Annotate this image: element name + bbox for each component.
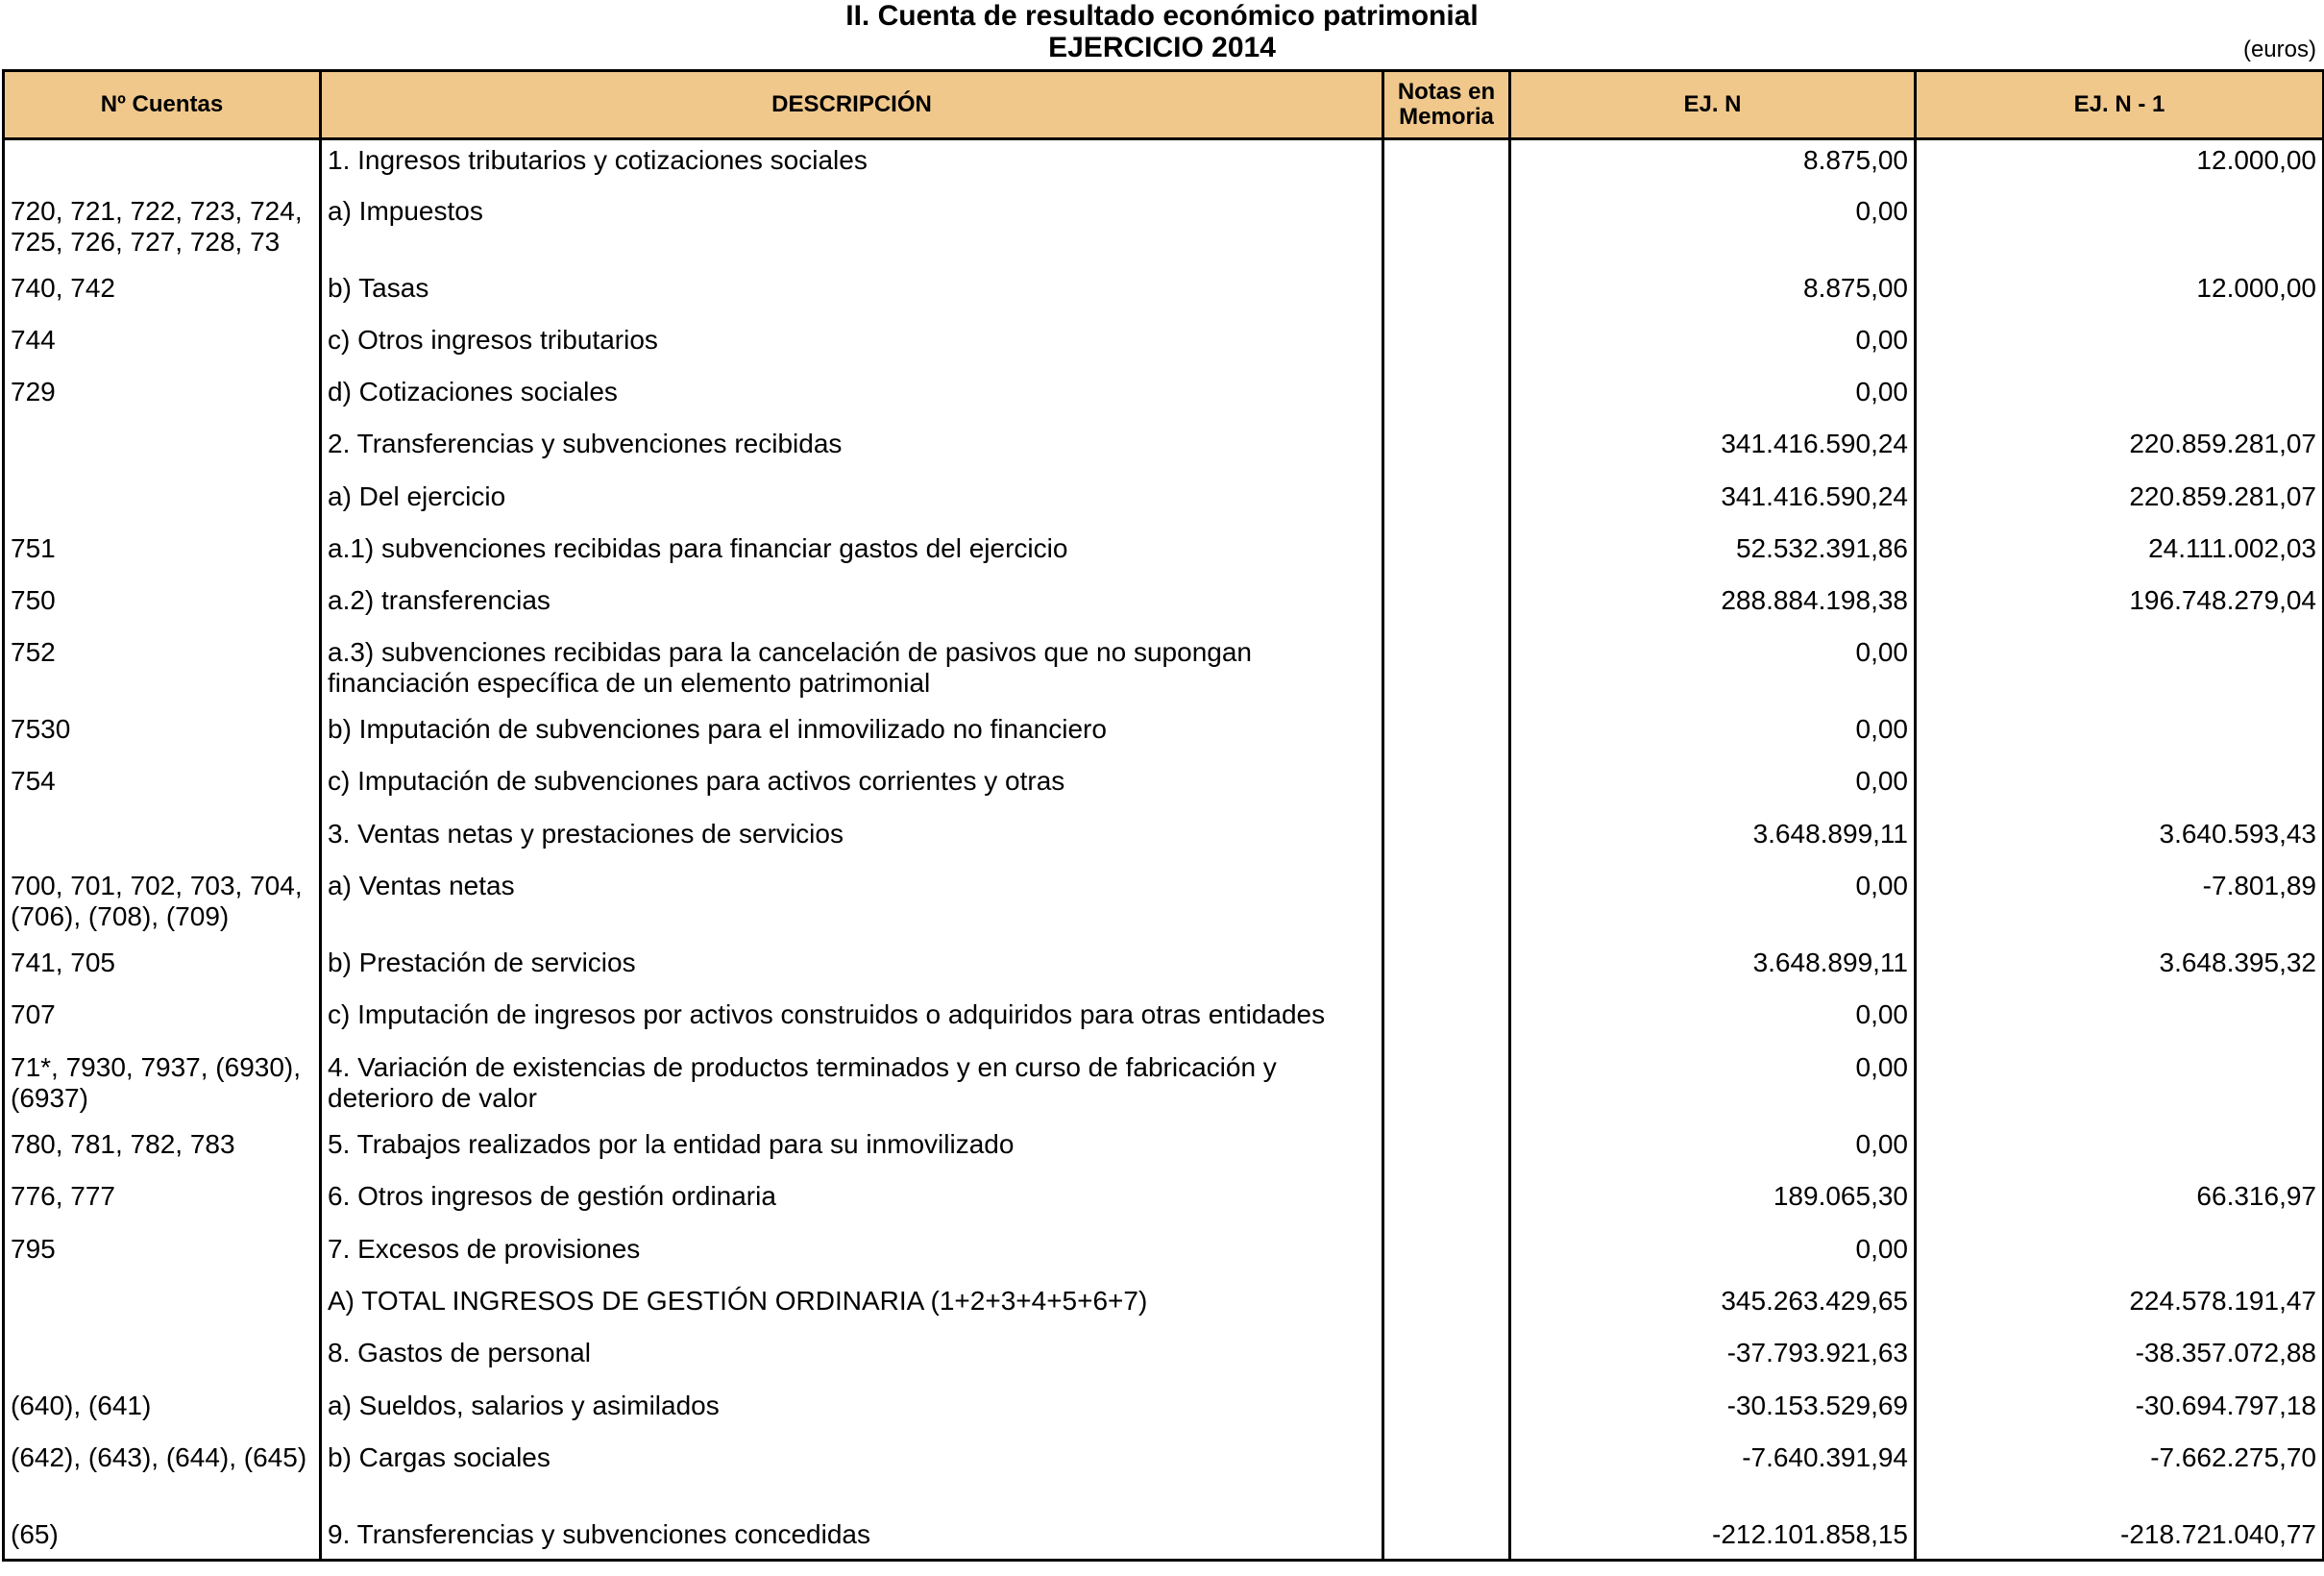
column-header-ej-n1: EJ. N - 1 [1916,71,2324,139]
cell-cuentas [4,814,321,866]
cell-cuentas: 776, 777 [4,1176,321,1229]
cell-notas [1383,1386,1510,1438]
table-row [4,709,2324,761]
report-header [0,0,2324,69]
cell-ej-n: -30.153.529,69 [1510,1386,1916,1438]
cell-descripcion: a) Sueldos, salarios y asimilados [321,1386,1383,1438]
column-header-notas: Notas en Memoria [1383,71,1510,139]
cell-ej-n: 345.263.429,65 [1510,1281,1916,1333]
cell-ej-n: 8.875,00 [1510,268,1916,320]
table-row [4,1281,2324,1333]
cell-cuentas: 71*, 7930, 7937, (6930), (6937) [4,1047,321,1124]
cell-descripcion: 4. Variación de existencias de productos terminados y en curso de fabricación y deterioro de valor [321,1047,1383,1124]
table-row [4,866,2324,943]
cell-notas [1383,814,1510,866]
cell-ej-n1: 220.859.281,07 [1916,477,2324,529]
cell-cuentas: 780, 781, 782, 783 [4,1124,321,1176]
cell-descripcion: 2. Transferencias y subvenciones recibidas [321,424,1383,477]
cell-ej-n: 341.416.590,24 [1510,424,1916,477]
cell-ej-n1: 224.578.191,47 [1916,1281,2324,1333]
currency-unit: (euros) [2242,37,2316,62]
cell-ej-n1 [1916,761,2324,814]
cell-ej-n: 0,00 [1510,995,1916,1047]
cell-ej-n: 0,00 [1510,761,1916,814]
cell-cuentas: (642), (643), (644), (645) [4,1438,321,1514]
cell-descripcion: a.1) subvenciones recibidas para financiar gastos del ejercicio [321,529,1383,580]
cell-ej-n1 [1916,372,2324,424]
cell-descripcion: c) Imputación de subvenciones para activos corrientes y otras [321,761,1383,814]
cell-cuentas: 751 [4,529,321,580]
cell-cuentas: 7530 [4,709,321,761]
cell-ej-n: 0,00 [1510,1124,1916,1176]
cell-ej-n: 0,00 [1510,632,1916,709]
cell-ej-n1: 3.640.593,43 [1916,814,2324,866]
cell-notas [1383,943,1510,995]
table-row [4,995,2324,1047]
cell-cuentas: 750 [4,580,321,632]
cell-ej-n1: 66.316,97 [1916,1176,2324,1229]
cell-notas [1383,709,1510,761]
cell-cuentas: 707 [4,995,321,1047]
cell-ej-n1 [1916,632,2324,709]
cell-notas [1383,477,1510,529]
cell-ej-n: 0,00 [1510,372,1916,424]
table-row [4,580,2324,632]
table-row [4,529,2324,580]
cell-descripcion: a.2) transferencias [321,580,1383,632]
cell-ej-n: 0,00 [1510,320,1916,372]
table-row [4,372,2324,424]
report-title: II. Cuenta de resultado económico patrimonial [845,0,1479,32]
cell-ej-n: -37.793.921,63 [1510,1333,1916,1386]
table-row [4,761,2324,814]
cell-notas [1383,424,1510,477]
cell-cuentas: (65) [4,1514,321,1561]
table-row [4,1229,2324,1281]
cell-notas [1383,1176,1510,1229]
cell-ej-n: 341.416.590,24 [1510,477,1916,529]
report-subtitle: EJERCICIO 2014 [1048,32,1276,63]
table-row [4,268,2324,320]
cell-ej-n1: -38.357.072,88 [1916,1333,2324,1386]
cell-cuentas: 741, 705 [4,943,321,995]
cell-descripcion: c) Imputación de ingresos por activos construidos o adquiridos para otras entidades [321,995,1383,1047]
cell-descripcion: 3. Ventas netas y prestaciones de servicios [321,814,1383,866]
table-row [4,1047,2324,1124]
cell-cuentas [4,1333,321,1386]
cell-cuentas: 720, 721, 722, 723, 724, 725, 726, 727, 728, 73 [4,191,321,268]
cell-ej-n1: 12.000,00 [1916,268,2324,320]
cell-ej-n: -7.640.391,94 [1510,1438,1916,1514]
cell-ej-n1: 24.111.002,03 [1916,529,2324,580]
cell-cuentas [4,424,321,477]
cell-ej-n1: 12.000,00 [1916,139,2324,191]
cell-cuentas [4,1281,321,1333]
cell-descripcion: A) TOTAL INGRESOS DE GESTIÓN ORDINARIA (1+2+3+4+5+6+7) [321,1281,1383,1333]
cell-cuentas: 744 [4,320,321,372]
table-row [4,1176,2324,1229]
column-header-descripcion: DESCRIPCIÓN [321,71,1383,139]
cell-ej-n: -212.101.858,15 [1510,1514,1916,1561]
table-row [4,943,2324,995]
cell-notas [1383,139,1510,191]
cell-ej-n1 [1916,709,2324,761]
table-row [4,477,2324,529]
cell-notas [1383,1514,1510,1561]
cell-ej-n1: 220.859.281,07 [1916,424,2324,477]
cell-cuentas [4,477,321,529]
cell-notas [1383,1047,1510,1124]
cell-notas [1383,1438,1510,1514]
cell-notas [1383,866,1510,943]
table-row [4,814,2324,866]
column-header-cuentas: Nº Cuentas [4,71,321,139]
cell-descripcion: 9. Transferencias y subvenciones concedidas [321,1514,1383,1561]
cell-cuentas: 700, 701, 702, 703, 704, (706), (708), (709) [4,866,321,943]
column-header-ej-n: EJ. N [1510,71,1916,139]
cell-descripcion: c) Otros ingresos tributarios [321,320,1383,372]
table-row [4,320,2324,372]
cell-notas [1383,1229,1510,1281]
cell-descripcion: a) Del ejercicio [321,477,1383,529]
cell-notas [1383,268,1510,320]
result-account-table [2,69,2324,1562]
table-row [4,424,2324,477]
cell-ej-n1 [1916,191,2324,268]
table-row [4,1438,2324,1514]
cell-notas [1383,761,1510,814]
cell-notas [1383,320,1510,372]
cell-descripcion: a) Impuestos [321,191,1383,268]
cell-ej-n1: -7.662.275,70 [1916,1438,2324,1514]
cell-notas [1383,191,1510,268]
cell-cuentas: 795 [4,1229,321,1281]
table-row [4,632,2324,709]
cell-notas [1383,1333,1510,1386]
cell-ej-n: 0,00 [1510,866,1916,943]
cell-ej-n: 0,00 [1510,1229,1916,1281]
cell-cuentas: 729 [4,372,321,424]
table-body [4,139,2324,1561]
cell-notas [1383,1281,1510,1333]
cell-ej-n: 288.884.198,38 [1510,580,1916,632]
cell-ej-n1 [1916,1047,2324,1124]
cell-ej-n1: -218.721.040,77 [1916,1514,2324,1561]
cell-cuentas: (640), (641) [4,1386,321,1438]
table-row [4,1124,2324,1176]
cell-cuentas [4,139,321,191]
cell-descripcion: b) Tasas [321,268,1383,320]
cell-descripcion: b) Prestación de servicios [321,943,1383,995]
cell-ej-n1 [1916,995,2324,1047]
cell-descripcion: 8. Gastos de personal [321,1333,1383,1386]
cell-ej-n1: -7.801,89 [1916,866,2324,943]
cell-ej-n: 0,00 [1510,709,1916,761]
cell-descripcion: 7. Excesos de provisiones [321,1229,1383,1281]
cell-ej-n: 52.532.391,86 [1510,529,1916,580]
cell-descripcion: b) Cargas sociales [321,1438,1383,1514]
cell-ej-n: 3.648.899,11 [1510,943,1916,995]
cell-ej-n: 8.875,00 [1510,139,1916,191]
cell-ej-n1: 3.648.395,32 [1916,943,2324,995]
cell-descripcion: a.3) subvenciones recibidas para la cancelación de pasivos que no supongan financiación específica de un elemento patrimonial [321,632,1383,709]
cell-ej-n: 3.648.899,11 [1510,814,1916,866]
table-row [4,139,2324,191]
table-row [4,191,2324,268]
cell-descripcion: b) Imputación de subvenciones para el inmovilizado no financiero [321,709,1383,761]
cell-ej-n: 0,00 [1510,191,1916,268]
cell-notas [1383,529,1510,580]
cell-ej-n1 [1916,1124,2324,1176]
cell-cuentas: 752 [4,632,321,709]
cell-ej-n1 [1916,320,2324,372]
cell-cuentas: 754 [4,761,321,814]
table-row [4,1333,2324,1386]
table-header-row [4,71,2324,139]
cell-descripcion: 1. Ingresos tributarios y cotizaciones sociales [321,139,1383,191]
cell-ej-n1 [1916,1229,2324,1281]
cell-ej-n1: 196.748.279,04 [1916,580,2324,632]
cell-descripcion: a) Ventas netas [321,866,1383,943]
table-row [4,1514,2324,1561]
cell-descripcion: 6. Otros ingresos de gestión ordinaria [321,1176,1383,1229]
cell-ej-n: 189.065,30 [1510,1176,1916,1229]
cell-notas [1383,372,1510,424]
cell-notas [1383,1124,1510,1176]
cell-notas [1383,632,1510,709]
cell-cuentas: 740, 742 [4,268,321,320]
cell-descripcion: d) Cotizaciones sociales [321,372,1383,424]
cell-ej-n1: -30.694.797,18 [1916,1386,2324,1438]
table-row [4,1386,2324,1438]
cell-notas [1383,995,1510,1047]
cell-ej-n: 0,00 [1510,1047,1916,1124]
cell-notas [1383,580,1510,632]
cell-descripcion: 5. Trabajos realizados por la entidad para su inmovilizado [321,1124,1383,1176]
